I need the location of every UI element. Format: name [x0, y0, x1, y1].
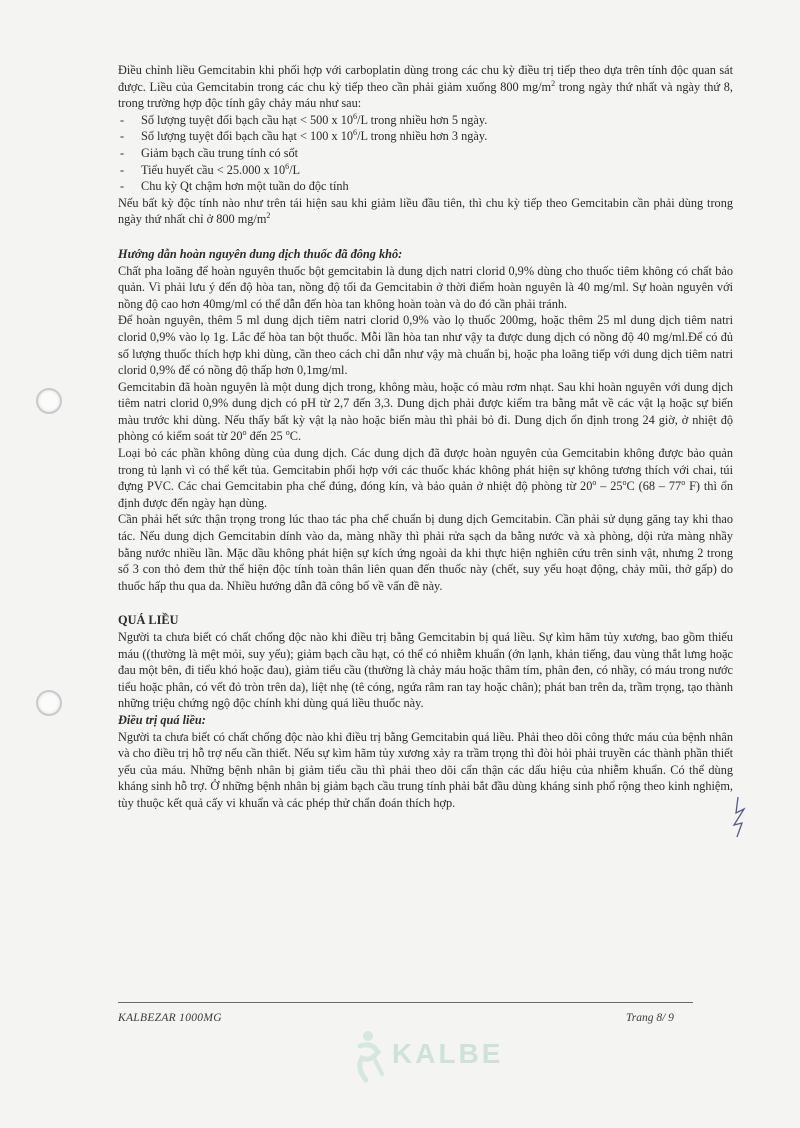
overdose-treatment-heading: Điều trị quá liều: [118, 712, 206, 727]
dose-adjustment-paragraph: Điều chỉnh liều Gemcitabin khi phối hợp với carboplatin dùng trong các chu kỳ điều trị tiếp theo dựa trên tính độc quan sát được. Liều của Gemcitabin trong các chu kỳ tiếp theo cần phải giảm xuống 800 $mg/m^2$ trong ngày thứ nhất và ngày thứ 8, trong trường hợp độc tính gây chảy máu như sau: [118, 63, 734, 111]
binder-hole-lower [36, 690, 62, 716]
list-item: - Số lượng tuyệt đối bạch cầu hạt < 500 x $10^6/L$ trong nhiều hơn 5 ngày. [118, 112, 733, 129]
binder-hole-upper [36, 388, 62, 414]
reconstitution-paragraph-3: Gemcitabin đã hoàn nguyên là một dung dịch trong, không màu, hoặc có màu rơm nhạt. Sau khi hoàn nguyên với dung dịch tiêm natri clorid 0,9% dung dịch có pH từ 2,7 đến 3,3. Dung dịch phải được kiểm tra bằng mắt về các vật lạ hoặc sự biến màu trước khi dùng. Nếu thấy bất kỳ vật lạ nào hoặc biến màu thì phải bỏ đi. Dung dịch ổn định trong 24 giờ, ở nhiệt độ phòng có kiểm soát từ 20$^o$ đến 25 $^o$C. [118, 379, 733, 444]
reconstitution-paragraph-5: Cần phải hết sức thận trọng trong lúc thao tác pha chế chuẩn bị dung dịch Gemcitabin. Cần phải sử dụng găng tay khi thao tác. Nếu dung dịch Gemcitabin dính vào da, màng nhầy thì phải rửa sạch da bằng nước và xà phòng, dội rửa màng nhầy bằng nước nhiều lần. Mặc dầu không phát hiện sự kích ứng ngoài da khi thực hiện nghiên cứu trên sinh vật, nhưng 2 trong số 3 con thỏ đem thử thể hiện độc tính toàn thân liên quan đến thuốc này (chết, suy yếu hoạt động, chảy mũi, thở gấp) do thuốc hấp thu qua da. Nhiều hướng dẫn đã công bố về vấn đề này. [118, 512, 733, 593]
list-item: - Giảm bạch cầu trung tính có sốt [118, 145, 733, 162]
overdose-heading: QUÁ LIỀU [118, 613, 179, 628]
list-item: - Số lượng tuyệt đối bạch cầu hạt < 100 x $10^6/L$ trong nhiều hơn 3 ngày. [118, 128, 733, 145]
document-body [118, 62, 733, 812]
footer-page-number: Trang 8/ 9 [626, 1012, 674, 1024]
overdose-paragraph-2: Người ta chưa biết có chất chống độc nào khi điều trị bằng Gemcitabin quá liều. Phải theo dõi công thức máu của bệnh nhân và cho điều trị hỗ trợ nếu cần thiết. Nếu sự kìm hãm tủy xương xảy ra trầm trọng thì đòi hỏi phải truyền các thành phần thiết yếu của máu. Những bệnh nhân bị giảm tiểu cầu thì phải theo dõi cẩn thận các dấu hiệu của nhiễm khuẩn. Có thể dùng kháng sinh hỗ trợ. Ở những bệnh nhân bị giảm bạch cầu trung tính phải bắt đầu dùng kháng sinh phổ rộng theo kinh nghiệm, tùy thuộc kết quả cấy vi khuẩn và các phép thử chẩn đoán thích hợp. [118, 729, 733, 810]
list-item: - Chu kỳ Qt chậm hơn một tuần do độc tính [118, 178, 733, 195]
reconstitution-paragraph-2: Để hoàn nguyên, thêm 5 ml dung dịch tiêm natri clorid 0,9% vào lọ thuốc 200mg, hoặc thêm 25 ml dung dịch tiêm natri clorid 0,9% vào lọ 1g. Lắc để hòa tan bột thuốc. Mỗi lần hòa tan như vậy ta được dung dịch có nồng độ 40 mg/ml.Để có đủ số lượng thuốc thích hợp khi dùng, cần theo cách chỉ dẫn như vậy mà chuẩn bị, hoặc pha loãng tiếp với dung dịch tiêm natri clorid 0,9% để có nồng độ thấp hơn 0,1mg/ml. [118, 313, 733, 378]
overdose-paragraph-1: Người ta chưa biết có chất chống độc nào khi điều trị bằng Gemcitabin bị quá liều. Sự kìm hãm tủy xương, bao gồm thiếu máu ((thường là mệt mỏi, suy yếu); giảm bạch cầu hạt, có thể có nhiễm khuẩn (ớn lạnh, khản tiếng, đau vùng thắt lưng hoặc đau một bên, đi tiểu khó hoặc đau), giảm tiểu cầu (thường là chảy máu hoặc thâm tím, phân đen, có nhầy, có máu trong nước tiểu hoặc phân, có vết đỏ tròn trên da), liệt nhẹ (tê cóng, ngứa râm ran tay hoặc chân); phát ban trên da, trầm trọng, tạo thành những triệu chứng ngộ độc chính khi dùng quá liều thuốc này. [118, 630, 733, 711]
toxicity-conditions-list [118, 112, 733, 195]
followup-paragraph: Nếu bất kỳ độc tính nào như trên tái hiện sau khi giảm liều đầu tiên, thì chu kỳ tiếp theo Gemcitabin cần phải dùng trong ngày thứ nhất chỉ ở 800 $mg/m^2$ [118, 195, 733, 227]
list-item: - Tiểu huyết cầu < 25.000 x $10^6/L$ [118, 162, 733, 179]
reconstitution-paragraph-1: Chất pha loãng để hoàn nguyên thuốc bột gemcitabin là dung dịch natri clorid 0,9% dùng cho thuốc tiêm không có chất bảo quản. Vì phải lưu ý đến độ hòa tan, nồng độ tối đa Gemcitabin ở thời điểm hoàn nguyên là 40 mg/ml. Sự hoàn nguyên với nồng độ cao hơn 40mg/ml có thể dẫn đến hòa tan không hoàn toàn và do đó cần phải tránh. [118, 263, 733, 311]
footer-product-name: KALBEZAR 1000MG [118, 1012, 222, 1024]
handwritten-mark-icon [728, 795, 752, 839]
logo-text: KALBE [392, 1038, 504, 1069]
kalbe-figure-icon [352, 1028, 388, 1088]
reconstitution-heading: Hướng dẫn hoàn nguyên dung dịch thuốc đã đông khô: [118, 246, 403, 261]
footer-divider [118, 1002, 693, 1003]
kalbe-logo [352, 1028, 542, 1088]
reconstitution-paragraph-4: Loại bỏ các phần không dùng của dung dịch. Các dung dịch đã được hoàn nguyên của Gemcitabin không được bảo quản trong tủ lạnh vì có thể kết tủa. Gemcitabin phối hợp với các thuốc khác không phát hiện sự không tương thích với chai, túi đựng PVC. Các chai Gemcitabin pha chế đúng, đóng kín, và bảo quản ở nhiệt độ phòng từ 20$^o$ – 25$^o$C (68 – 77$^o$ F) thì ổn định được đến ngày hạn dùng. [118, 446, 734, 510]
